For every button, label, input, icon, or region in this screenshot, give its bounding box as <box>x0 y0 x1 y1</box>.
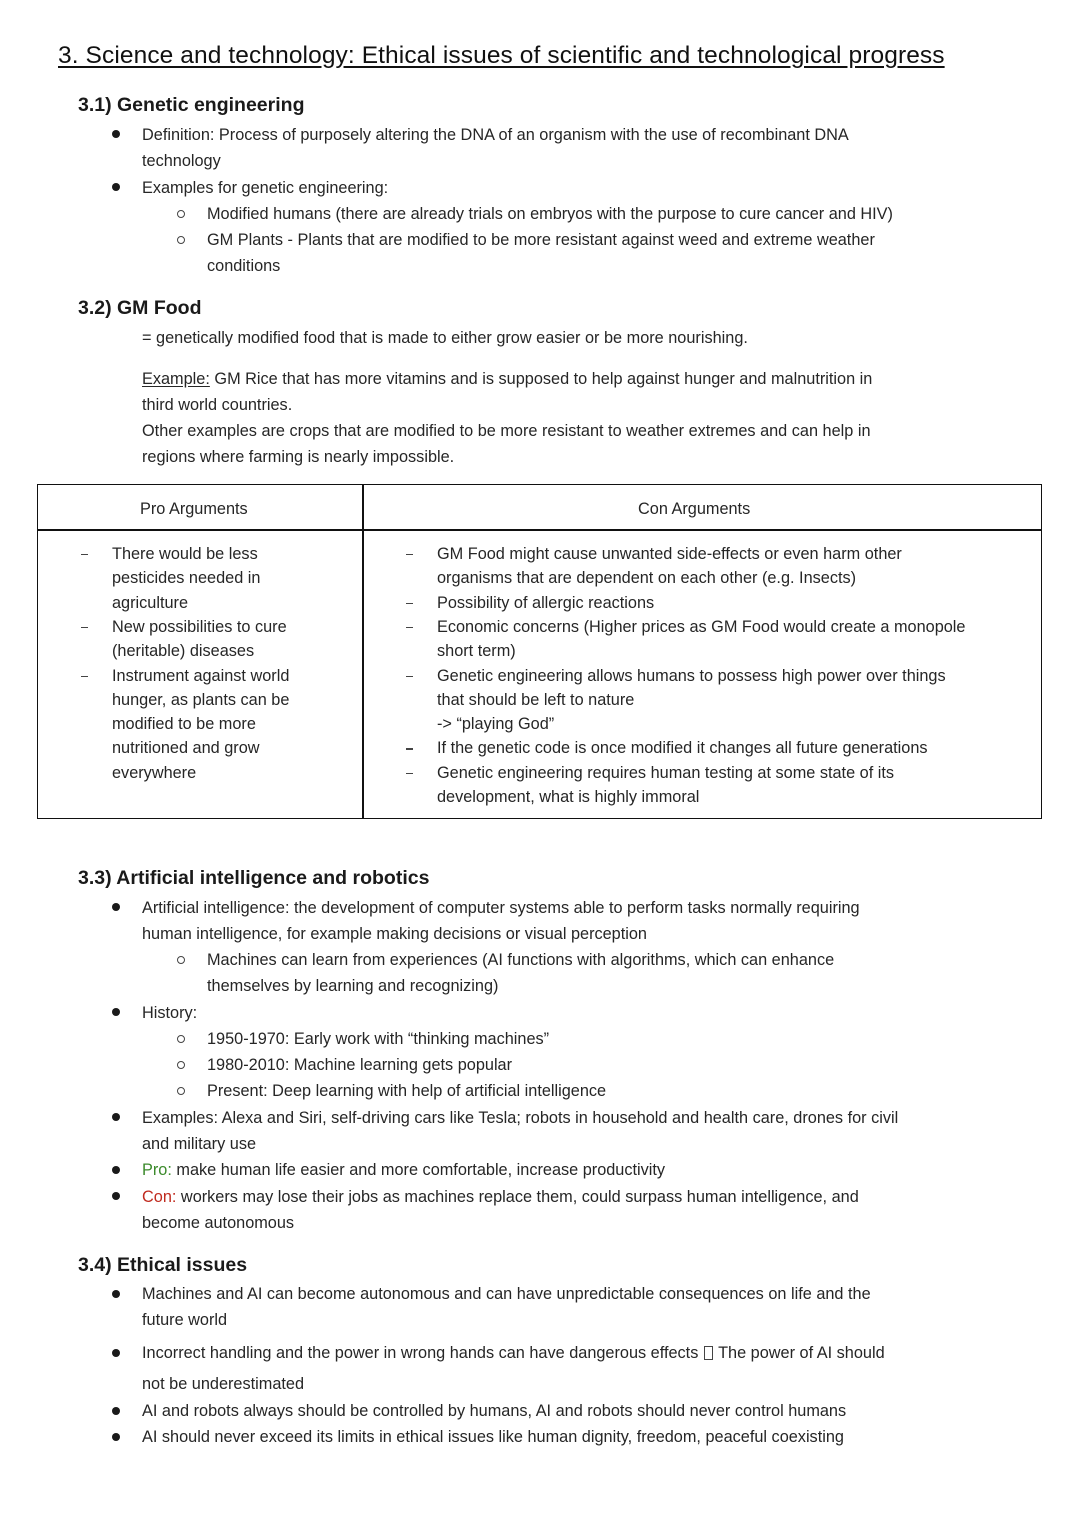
dash-bullet-icon <box>81 554 88 555</box>
pro-argument-line: modified to be more <box>112 715 256 734</box>
pro-header: Pro Arguments <box>140 500 248 518</box>
bullet-icon <box>112 130 120 138</box>
pro-argument-line: agriculture <box>112 593 189 612</box>
ai-con-1 <box>142 1187 859 1207</box>
bullet-icon <box>112 1290 120 1298</box>
gm-food-example-1 <box>142 369 872 389</box>
con-argument-line: If the genetic code is once modified it changes all future generations <box>437 739 928 758</box>
history-1: 1950-1970: Early work with “thinking machines” <box>207 1030 550 1048</box>
history-3: Present: Deep learning with help of artificial intelligence <box>207 1082 607 1100</box>
con-argument-line: development, what is highly immoral <box>437 788 700 806</box>
ml-line-2: themselves by learning and recognizing) <box>207 977 499 995</box>
ai-definition-2: human intelligence, for example making decisions or visual perception <box>142 925 647 943</box>
pro-argument-line: pesticides needed in <box>112 569 261 588</box>
history-2: 1980-2010: Machine learning gets popular <box>207 1056 513 1074</box>
bullet-icon <box>112 1192 120 1200</box>
pro-argument-line: New possibilities to cure <box>112 617 287 636</box>
page-title: 3. Science and technology: Ethical issues of scientific and technological progress <box>58 42 945 69</box>
con-argument-line: GM Food might cause unwanted side-effects or even harm other <box>437 545 902 563</box>
examples-label: Examples for genetic engineering: <box>142 179 389 197</box>
gm-food-example-2: third world countries. <box>142 396 293 414</box>
pro-label: Pro: <box>142 1161 172 1179</box>
example-gm-plants-2: conditions <box>207 257 281 275</box>
example-gm-plants-1: GM Plants - Plants that are modified to be more resistant against weed and extreme weather <box>207 231 875 249</box>
sub-bullet-icon <box>177 210 185 218</box>
bullet-icon <box>112 1407 120 1415</box>
dash-bullet-icon <box>406 676 413 677</box>
dash-bullet-icon <box>81 676 88 677</box>
definition-line-1: Definition: Process of purposely altering the DNA of an organism with the use of recombinant DNA <box>142 126 849 144</box>
dash-bullet-icon <box>406 748 413 749</box>
pro-argument-line: (heritable) diseases <box>112 642 255 661</box>
con-text: workers may lose their jobs as machines replace them, could surpass human intelligence, and <box>176 1188 859 1206</box>
pro-argument-line: nutritioned and grow <box>112 739 260 758</box>
sub-bullet-icon <box>177 1087 185 1095</box>
ai-con-2: become autonomous <box>142 1214 295 1232</box>
pro-text: make human life easier and more comfortable, increase productivity <box>171 1161 666 1179</box>
example-label: Example: <box>142 370 210 388</box>
heading-ai-robotics: 3.3) Artificial intelligence and robotics <box>78 867 430 889</box>
issue-1-line-2: future world <box>142 1311 228 1329</box>
con-argument-line: Economic concerns (Higher prices as GM Food would create a monopole <box>437 617 966 636</box>
con-argument-line: Genetic engineering requires human testing at some state of its <box>437 763 895 782</box>
bullet-icon <box>112 1113 120 1121</box>
history-label: History: <box>142 1004 198 1022</box>
dash-bullet-icon <box>406 554 413 555</box>
bullet-icon <box>112 1166 120 1174</box>
con-header: Con Arguments <box>638 500 751 518</box>
bullet-icon <box>112 183 120 191</box>
pro-argument-line: everywhere <box>112 763 197 782</box>
issue-2-text-a: Incorrect handling and the power in wrong hands can have dangerous effects <box>142 1344 703 1362</box>
ai-examples-1: Examples: Alexa and Siri, self-driving cars like Tesla; robots in household and health care, drones for civil <box>142 1109 899 1127</box>
pro-argument-line: hunger, as plants can be <box>112 690 290 709</box>
sub-bullet-icon <box>177 956 185 964</box>
issue-2-line-1 <box>142 1343 885 1363</box>
issue-3: AI and robots always should be controlled by humans, AI and robots should never control humans <box>142 1402 847 1420</box>
ai-pro <box>142 1160 665 1180</box>
con-argument-line: Genetic engineering allows humans to possess high power over things <box>437 666 946 685</box>
issue-2-text-b: The power of AI should <box>713 1344 885 1362</box>
con-argument-line: -> “playing God” <box>437 715 555 734</box>
pro-argument-line: There would be less <box>112 545 258 563</box>
dash-bullet-icon <box>406 627 413 628</box>
dash-bullet-icon <box>406 603 413 604</box>
gm-food-intro: = genetically modified food that is made to either grow easier or be more nourishing. <box>142 329 748 347</box>
heading-genetic-engineering: 3.1) Genetic engineering <box>78 94 305 116</box>
issue-2-line-2: not be underestimated <box>142 1375 305 1393</box>
con-argument-line: short term) <box>437 642 516 661</box>
ai-definition-1: Artificial intelligence: the development of computer systems able to perform tasks normally requiring <box>142 899 860 917</box>
table-header-divider <box>37 529 1042 531</box>
dash-bullet-icon <box>81 627 88 628</box>
dash-bullet-icon <box>406 773 413 774</box>
ai-examples-2: and military use <box>142 1135 257 1153</box>
bullet-icon <box>112 1349 120 1357</box>
definition-line-2: technology <box>142 152 221 170</box>
example-modified-humans: Modified humans (there are already trials on embryos with the purpose to cure cancer and HIV) <box>207 205 893 223</box>
con-argument-line: organisms that are dependent on each other (e.g. Insects) <box>437 569 857 588</box>
ml-line-1: Machines can learn from experiences (AI functions with algorithms, which can enhance <box>207 951 835 969</box>
bullet-icon <box>112 1433 120 1441</box>
con-label: Con: <box>142 1188 177 1206</box>
issue-4: AI should never exceed its limits in ethical issues like human dignity, freedom, peaceful coexisting <box>142 1428 844 1446</box>
table-column-divider <box>362 484 364 819</box>
pro-argument-line: Instrument against world <box>112 666 290 685</box>
sub-bullet-icon <box>177 236 185 244</box>
sub-bullet-icon <box>177 1061 185 1069</box>
heading-gm-food: 3.2) GM Food <box>78 297 202 319</box>
bullet-icon <box>112 903 120 911</box>
issue-1-line-1: Machines and AI can become autonomous and can have unpredictable consequences on life and the <box>142 1285 871 1303</box>
gm-food-other-1: Other examples are crops that are modified to be more resistant to weather extremes and can help in <box>142 422 871 440</box>
heading-ethical-issues: 3.4) Ethical issues <box>78 1254 248 1276</box>
missing-glyph-icon <box>704 1346 713 1360</box>
gm-food-other-2: regions where farming is nearly impossible. <box>142 448 455 466</box>
bullet-icon <box>112 1008 120 1016</box>
example-text: GM Rice that has more vitamins and is supposed to help against hunger and malnutrition in <box>209 370 873 388</box>
con-argument-line: that should be left to nature <box>437 690 635 709</box>
con-argument-line: Possibility of allergic reactions <box>437 593 655 612</box>
sub-bullet-icon <box>177 1035 185 1043</box>
